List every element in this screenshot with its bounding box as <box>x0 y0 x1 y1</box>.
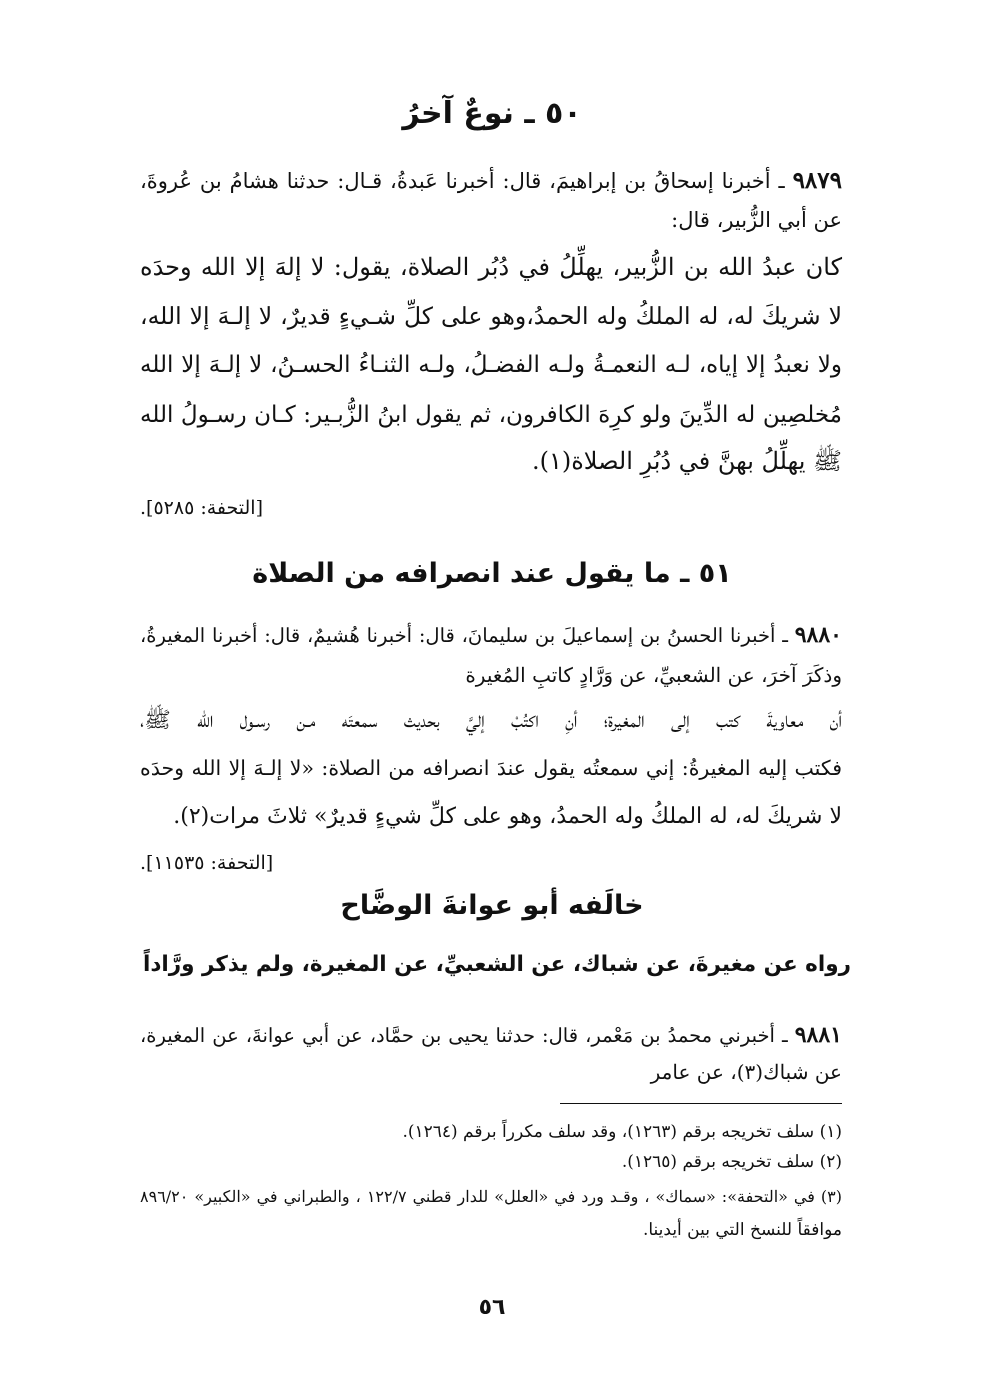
hadith-isnad-line: وذكَرَ آخرَ، عن الشعبيِّ، عن وَرَّادٍ كاتبِ المُغيرة <box>465 663 842 687</box>
hadith-matn-line: ﷺ يهلِّلُ بهنَّ في دُبُرِ الصلاة(١). <box>531 447 842 475</box>
hadith-isnad-line: ٩٨٨١ ـ أخبرني محمدُ بن مَعْمر، قال: حدثنا يحيى بن حمَّاد، عن أبي عوانةَ، عن المغيرة، <box>140 1022 842 1048</box>
footnote: (٣) في «التحفة»: «سماك» ، وقـد ورد في «العلل» للدار قطني ١٢٢/٧ ، والطبراني في «الكبير» ٨٩٦/٢٠ <box>140 1187 843 1206</box>
hadith-isnad-line: عن أبي الزُّبير، قال: <box>671 208 842 232</box>
hadith-number: ٩٨٨٠ <box>794 622 842 648</box>
section-heading: ٥٠ ـ نوعٌ آخرُ <box>402 96 582 131</box>
hadith-matn-line: لا شريكَ له، له الملكُ وله الحمدُ، وهو على كلِّ شيءٍ قديرٌ» ثلاثَ مرات(٢). <box>173 804 842 829</box>
hadith-matn-line: أن معاويةَ كتب إلى المغيرة؛ أنِ اكتُبْ إليَّ بحديث سمعتَه مـن رسـول الله ﷺ، <box>140 708 842 733</box>
hadith-matn-line: ولا نعبدُ إلا إياه، لـه النعمـةُ ولـه الفضـلُ، ولـه الثنـاءُ الحسـنُ، لا إلـهَ إلا الله <box>140 352 842 378</box>
page-number: ٥٦ <box>478 1295 506 1320</box>
tuhfa-reference: [التحفة: ١١٥٣٥]. <box>140 852 274 874</box>
footnote-separator <box>560 1103 842 1104</box>
hadith-number: ٩٨٨١ <box>794 1022 842 1048</box>
section-heading: ٥١ ـ ما يقول عند انصرافه من الصلاة <box>252 558 732 589</box>
hadith-matn-line: مُخلصِين له الدِّينَ ولو كرِهَ الكافرون، ثم يقول ابنُ الزُّبـير: كـان رسـولُ الله <box>140 402 842 428</box>
hadith-isnad-line: ٩٨٧٩ ـ أخبرنا إسحاقُ بن إبراهيمَ، قال: أخبرنا عَبدةُ، قـال: حدثنا هشامُ بن عُروةَ، <box>140 167 842 194</box>
hadith-matn-line: لا شريكَ له، له الملكُ وله الحمدُ،وهو على كلِّ شـيءٍ قديرٌ، لا إلـهَ إلا الله، <box>140 302 842 330</box>
hadith-matn-line: فكتب إليه المغيرةُ: إني سمعتُه يقول عندَ انصرافه من الصلاة: «لا إلـهَ إلا الله وحدَه <box>140 756 842 780</box>
hadith-isnad-line: ٩٨٨٠ ـ أخبرنا الحسنُ بن إسماعيلَ بن سليمانَ، قال: أخبرنا هُشيمٌ، قال: أخبرنا المغيرةُ، <box>140 622 842 648</box>
subheading: رواه عن مغيرةَ، عن شباك، عن الشعبيِّ، عن المغيرة، ولم يذكر ورَّاداً <box>143 952 851 977</box>
footnote: (٢) سلف تخريجه برقم (١٢٦٥). <box>621 1152 842 1172</box>
tuhfa-reference: [التحفة: ٥٢٨٥]. <box>140 497 263 519</box>
hadith-number: ٩٨٧٩ <box>792 167 842 194</box>
hadith-isnad-line: عن شباك(٣)، عن عامر <box>650 1060 842 1084</box>
footnote: موافقاً للنسخ التي بين أيدينا. <box>642 1220 842 1240</box>
hadith-matn-line: كان عبدُ الله بن الزُّبير، يهلِّلُ في دُبُر الصلاة، يقول: لا إلهَ إلا الله وحدَه <box>140 253 842 281</box>
subheading: خالَفه أبو عوانةَ الوضَّاح <box>340 890 644 921</box>
footnote: (١) سلف تخريجه برقم (١٢٦٣)، وقد سلف مكرراً برقم (١٢٦٤). <box>402 1122 842 1142</box>
